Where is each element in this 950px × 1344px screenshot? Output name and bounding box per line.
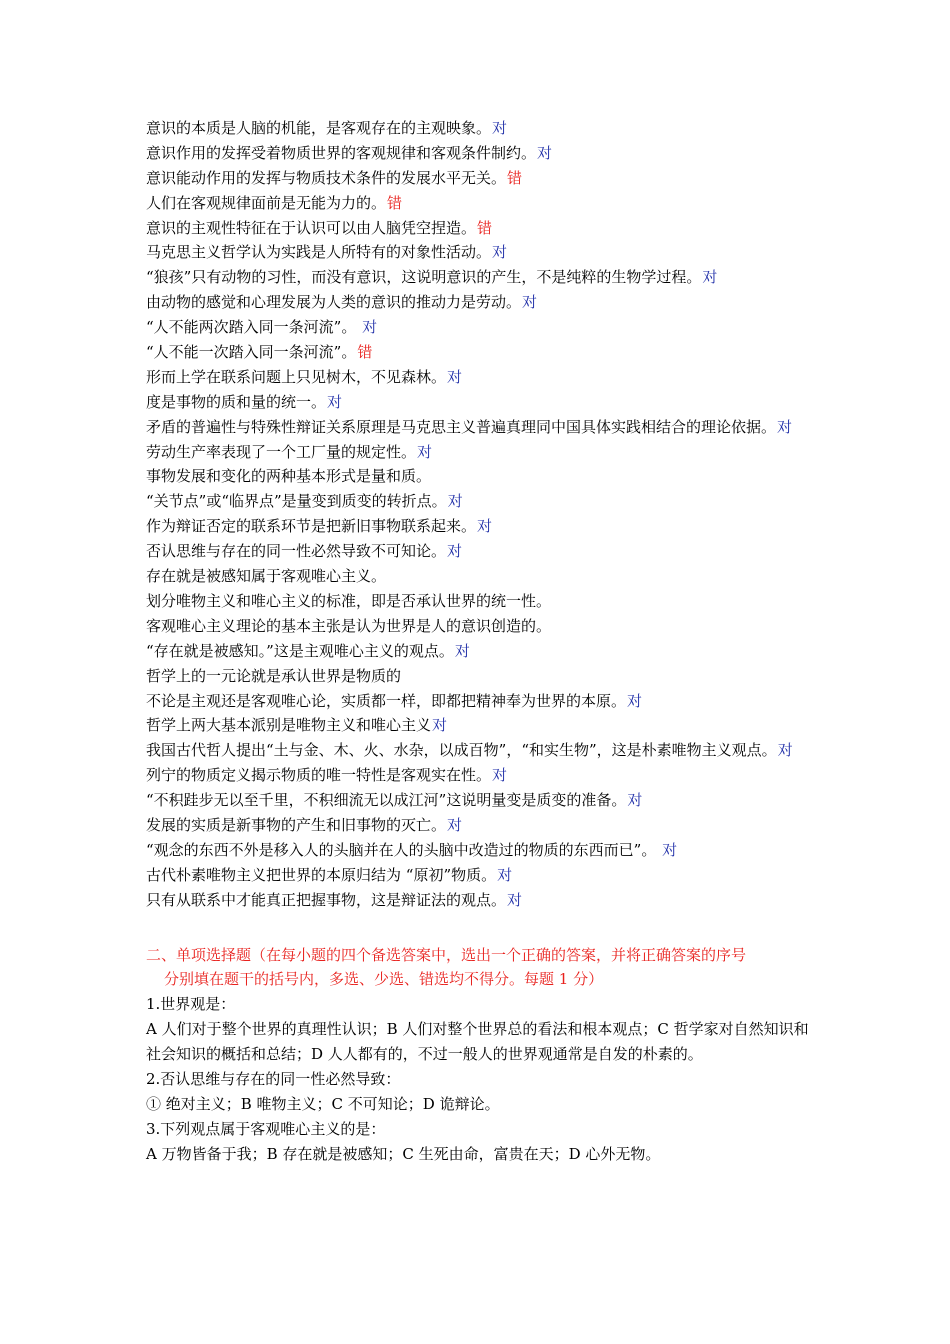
statement-line: [146, 166, 814, 191]
answer-mark: 对: [662, 840, 678, 859]
answer-mark: 对: [702, 268, 718, 287]
statement-text: 意识能动作用的发挥与物质技术条件的发展水平无关。: [146, 168, 507, 187]
statement-text: 人们在客观规律面前是无能为力的。: [146, 193, 387, 212]
question-stem: 1.世界观是：: [146, 995, 236, 1014]
document-page: [146, 116, 814, 1167]
statement-line: [146, 265, 814, 290]
answer-mark: 对: [497, 865, 513, 884]
section-heading: [146, 943, 814, 993]
statement-text: “不积跬步无以至千里，不积细流无以成江河”这说明量变是质变的准备。: [146, 791, 627, 810]
question-stem: 3.下列观点属于客观唯心主义的是：: [146, 1119, 386, 1138]
statement-line: [146, 713, 814, 738]
answer-mark: 对: [537, 143, 553, 162]
statement-text: “观念的东西不外是移入人的头脑并在人的头脑中改造过的物质的东西而已”。: [146, 840, 662, 859]
statement-text: 我国古代哲人提出“土与金、木、火、水杂，以成百物”，“和实生物”，这是朴素唯物主义观点。: [146, 741, 777, 760]
statement-text: 意识作用的发挥受着物质世界的客观规律和客观条件制约。: [146, 143, 537, 162]
statement-line: [146, 738, 814, 763]
statement-line: [146, 315, 814, 340]
statement-text: “关节点”或“临界点”是量变到质变的转折点。: [146, 492, 447, 511]
statement-line: [146, 514, 814, 539]
statement-text: 哲学上的一元论就是承认世界是物质的: [146, 666, 402, 685]
statement-line: [146, 240, 814, 265]
statement-line: [146, 415, 814, 440]
statement-line: [146, 191, 814, 216]
true-false-list: [146, 116, 814, 913]
statement-line: [146, 614, 814, 639]
statement-text: 客观唯心主义理论的基本主张是认为世界是人的意识创造的。: [146, 616, 552, 635]
statement-line: [146, 763, 814, 788]
statement-line: [146, 664, 814, 689]
answer-mark: 对: [432, 716, 448, 735]
statement-line: [146, 863, 814, 888]
statement-text: 存在就是被感知属于客观唯心主义。: [146, 567, 387, 586]
answer-mark: 对: [327, 392, 343, 411]
answer-mark: 对: [492, 766, 508, 785]
statement-line: [146, 639, 814, 664]
statement-text: 划分唯物主义和唯心主义的标准，即是否承认世界的统一性。: [146, 591, 552, 610]
statement-line: [146, 116, 814, 141]
answer-mark: 对: [477, 517, 493, 536]
statement-text: 意识的主观性特征在于认识可以由人脑凭空捏造。: [146, 218, 477, 237]
statement-text: 不论是主观还是客观唯心论，实质都一样，即都把精神奉为世界的本原。: [146, 691, 627, 710]
answer-mark: 对: [492, 119, 508, 137]
answer-mark: 对: [447, 367, 463, 386]
statement-text: 作为辩证否定的联系环节是把新旧事物联系起来。: [146, 517, 477, 536]
answer-mark: 错: [507, 168, 523, 187]
statement-line: [146, 813, 814, 838]
statement-line: [146, 564, 814, 589]
answer-mark: 对: [447, 542, 463, 561]
answer-mark: 错: [387, 193, 403, 212]
statement-text: 马克思主义哲学认为实践是人所特有的对象性活动。: [146, 243, 492, 262]
statement-text: 劳动生产率表现了一个工厂量的规定性。: [146, 442, 417, 461]
statement-text: 意识的本质是人脑的机能，是客观存在的主观映象。: [146, 119, 492, 137]
question-options: A 万物皆备于我；B 存在就是被感知；C 生死由命，富贵在天；D 心外无物。: [146, 1144, 661, 1163]
answer-mark: 对: [492, 243, 508, 262]
answer-mark: 对: [362, 318, 378, 337]
answer-mark: 错: [357, 343, 373, 362]
question-options: A 人们对于整个世界的真理性认识；B 人们对整个世界总的看法和根本观点；C 哲学家对自然知识和社会知识的概括和总结；D 人人都有的，不过一般人的世界观通常是自发的朴素的。: [146, 1020, 809, 1064]
statement-line: [146, 489, 814, 514]
statement-text: “人不能两次踏入同一条河流”。: [146, 318, 362, 337]
statement-line: [146, 689, 814, 714]
section-title-continued: 分别填在题干的括号内，多选、少选、错选均不得分。每题 1 分）: [164, 970, 604, 989]
answer-mark: 对: [447, 815, 463, 834]
statement-line: [146, 539, 814, 564]
statement-text: 古代朴素唯物主义把世界的本原归结为 “原初”物质。: [146, 865, 497, 884]
statement-text: 否认思维与存在的同一性必然导致不可知论。: [146, 542, 447, 561]
answer-mark: 对: [627, 791, 643, 810]
statement-text: 哲学上两大基本派别是唯物主义和唯心主义: [146, 716, 432, 735]
statement-line: [146, 290, 814, 315]
question-stem: 2.否认思维与存在的同一性必然导致：: [146, 1070, 401, 1089]
section-title: 二、单项选择题（在每小题的四个备选答案中，选出一个正确的答案，并将正确答案的序号: [146, 945, 747, 964]
statement-text: 矛盾的普遍性与特殊性辩证关系原理是马克思主义普遍真理同中国具体实践相结合的理论依据。: [146, 417, 777, 436]
statement-line: [146, 589, 814, 614]
statement-text: “狼孩”只有动物的习性，而没有意识，这说明意识的产生，不是纯粹的生物学过程。: [146, 268, 702, 287]
answer-mark: 对: [447, 492, 463, 511]
multiple-choice-list: [146, 992, 814, 1166]
question-options: ① 绝对主义；B 唯物主义；C 不可知论；D 诡辩论。: [146, 1094, 500, 1113]
statement-text: “存在就是被感知。”这是主观唯心主义的观点。: [146, 641, 454, 660]
statement-line: [146, 390, 814, 415]
statement-text: 只有从联系中才能真正把握事物，这是辩证法的观点。: [146, 890, 507, 909]
statement-text: 度是事物的质和量的统一。: [146, 392, 327, 411]
answer-mark: 对: [507, 890, 523, 909]
statement-text: 发展的实质是新事物的产生和旧事物的灭亡。: [146, 815, 447, 834]
answer-mark: 对: [454, 641, 470, 660]
answer-mark: 对: [522, 293, 538, 312]
statement-line: [146, 440, 814, 465]
answer-mark: 错: [477, 218, 493, 237]
answer-mark: 对: [777, 417, 793, 436]
answer-mark: 对: [777, 741, 793, 760]
statement-text: “人不能一次踏入同一条河流”。: [146, 343, 357, 362]
statement-line: [146, 838, 814, 863]
statement-text: 由动物的感觉和心理发展为人类的意识的推动力是劳动。: [146, 293, 522, 312]
statement-text: 事物发展和变化的两种基本形式是量和质。: [146, 467, 432, 486]
statement-text: 列宁的物质定义揭示物质的唯一特性是客观实在性。: [146, 766, 492, 785]
statement-line: [146, 365, 814, 390]
statement-line: [146, 340, 814, 365]
answer-mark: 对: [417, 442, 433, 461]
statement-line: [146, 888, 814, 913]
statement-text: 形而上学在联系问题上只见树木，不见森林。: [146, 367, 447, 386]
statement-line: [146, 141, 814, 166]
statement-line: [146, 788, 814, 813]
statement-line: [146, 216, 814, 241]
answer-mark: 对: [627, 691, 643, 710]
statement-line: [146, 464, 814, 489]
